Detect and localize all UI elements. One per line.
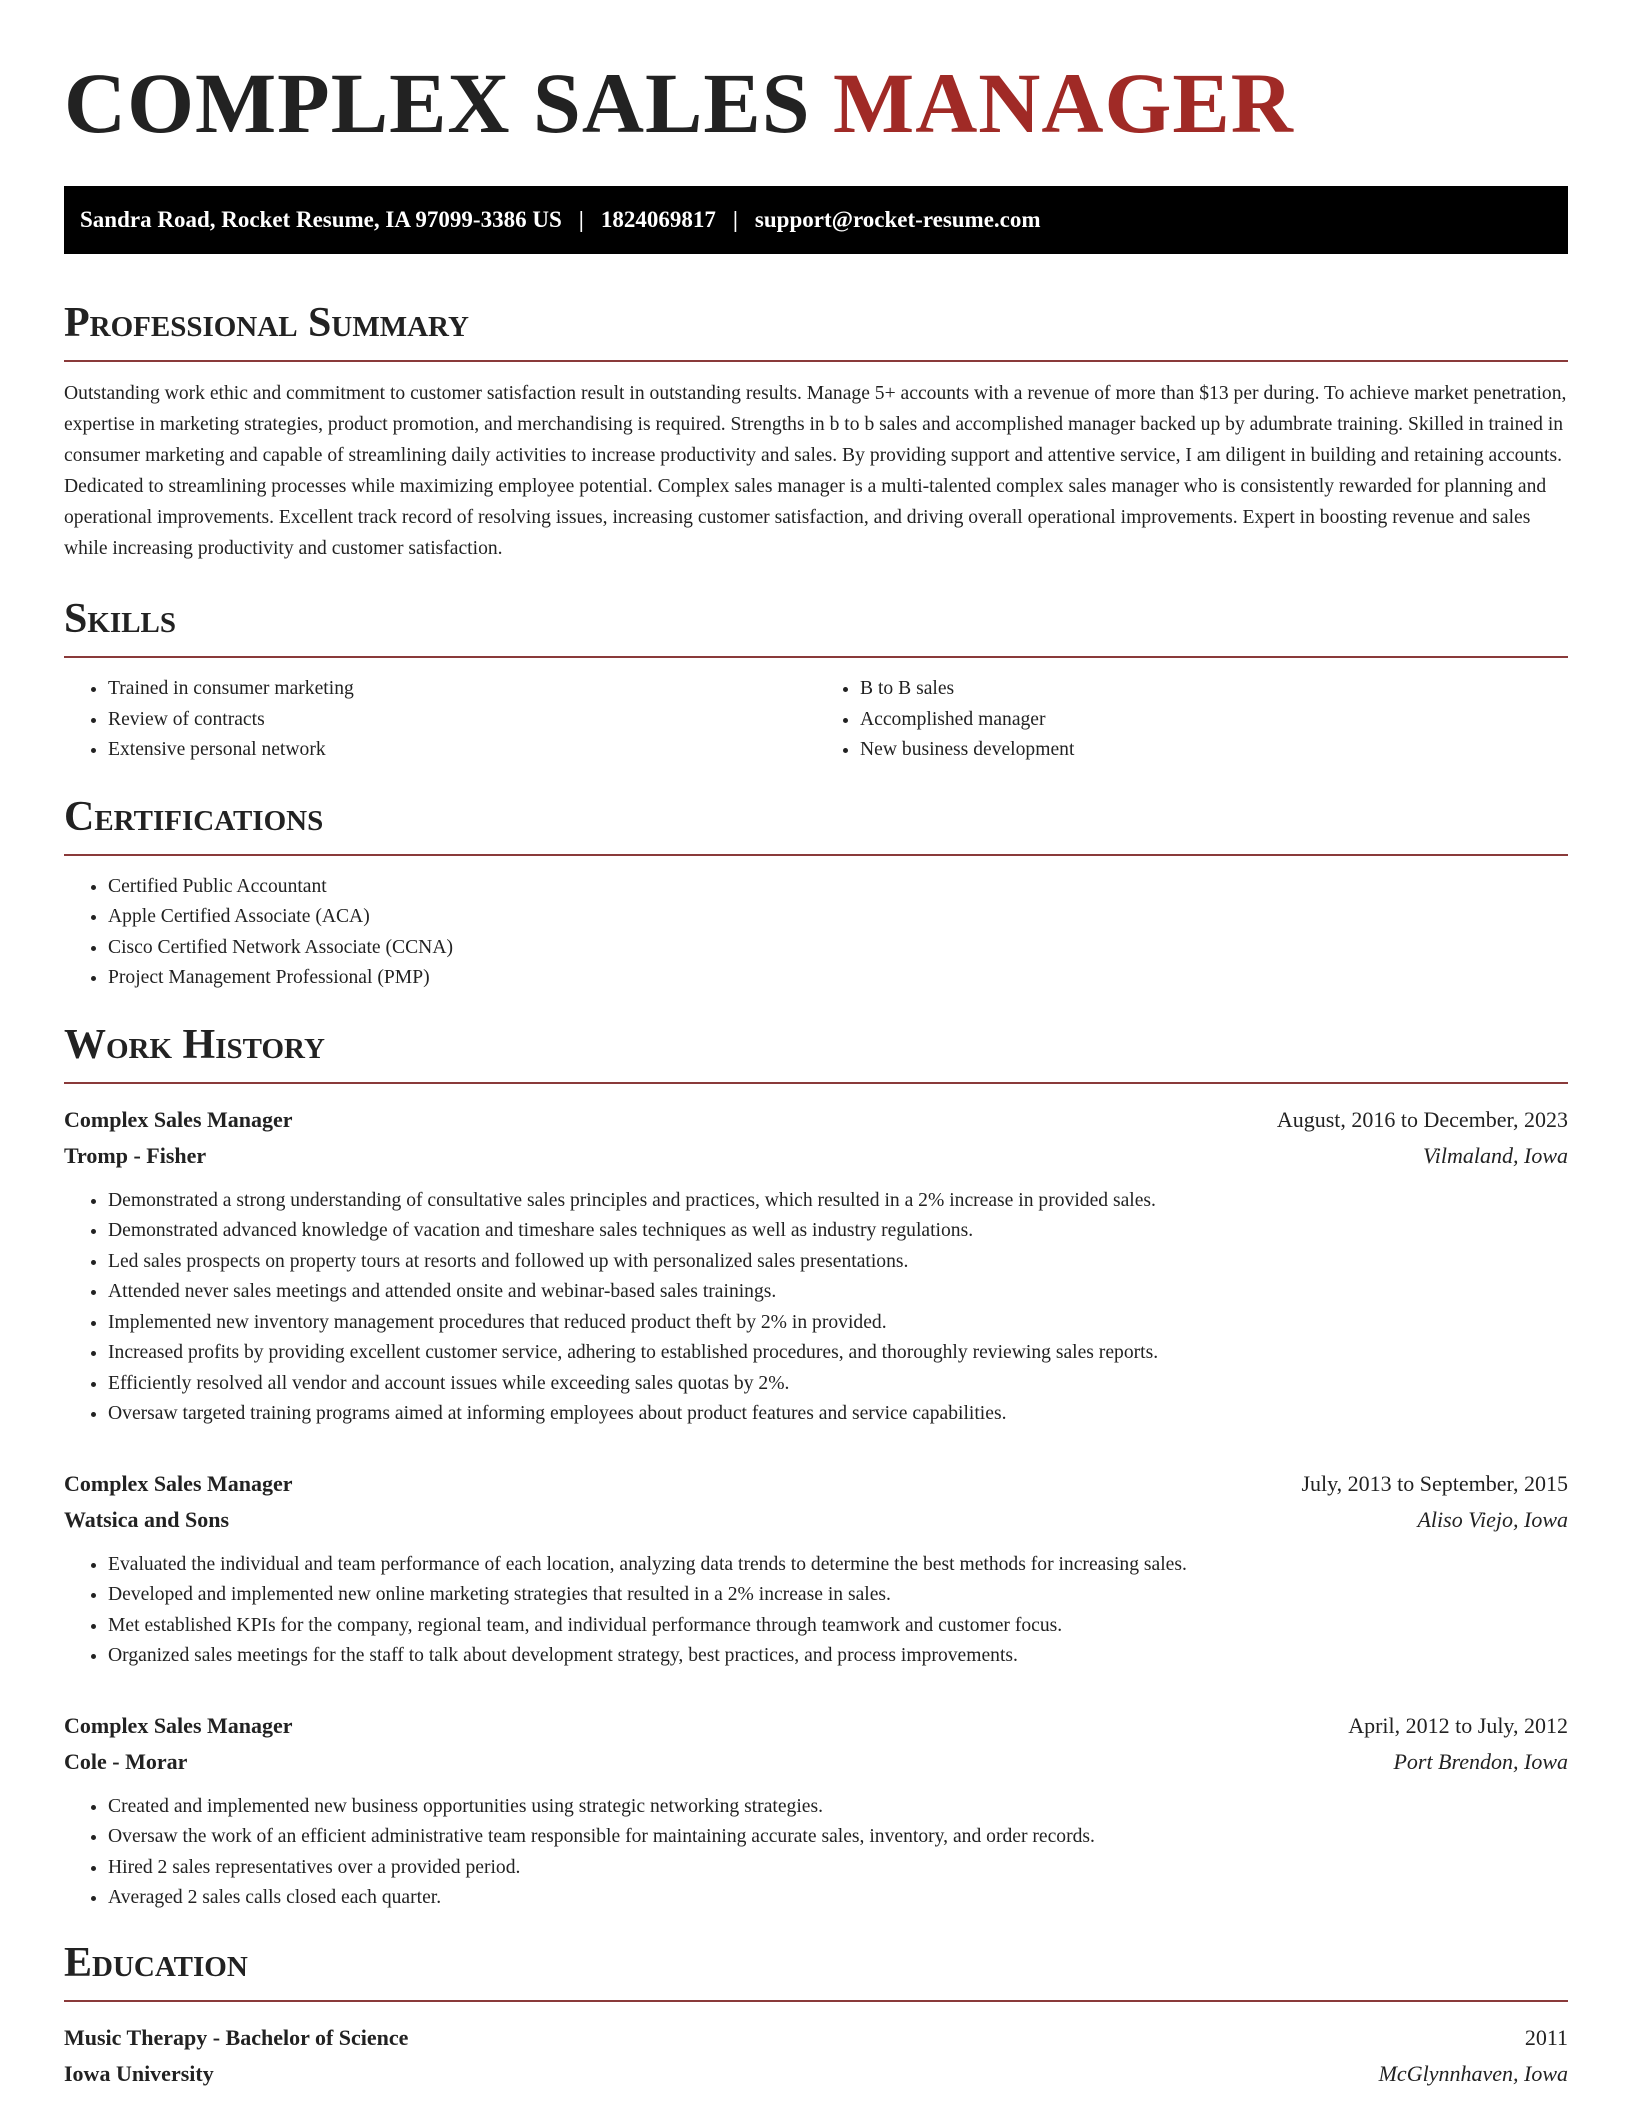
title-main: COMPLEX SALES (64, 55, 811, 151)
job-header-row (64, 1466, 1568, 1502)
job-bullet: • Led sales prospects on property tours at resorts and followed up with personalized sales presentations. (108, 1247, 1568, 1278)
job-location: Port Brendon, Iowa (1393, 1748, 1568, 1774)
certifications-section (64, 792, 1568, 994)
job-bullet: • Oversaw the work of an efficient administrative team responsible for maintaining accurate sales, inventory, and order records. (108, 1822, 1568, 1853)
job-bullet: • Averaged 2 sales calls closed each quarter. (108, 1883, 1568, 1914)
job-entry (64, 1708, 1568, 1914)
job-header-row (64, 1708, 1568, 1744)
skills-heading: Skills (64, 596, 177, 642)
skill-item: • B to B sales (860, 674, 1568, 705)
job-bullet: • Demonstrated a strong understanding of consultative sales principles and practices, which resulted in a 2% increase in provided sales. (108, 1186, 1568, 1217)
education-entry (64, 2020, 1568, 2092)
job-title: Complex Sales Manager (64, 1470, 293, 1496)
education-location: McGlynnhaven, Iowa (1378, 2060, 1568, 2086)
skill-item: • Extensive personal network (108, 735, 816, 766)
section-divider (64, 1082, 1568, 1084)
education-degree-row (64, 2020, 1568, 2056)
job-bullets (64, 1550, 1568, 1672)
education-section (64, 1938, 1568, 2092)
job-company-row (64, 1744, 1568, 1780)
job-company: Tromp - Fisher (64, 1142, 207, 1168)
job-bullet: • Implemented new inventory management procedures that reduced product theft by 2% in provided. (108, 1308, 1568, 1339)
certifications-list (64, 872, 1568, 994)
job-title: Complex Sales Manager (64, 1712, 293, 1738)
job-bullet: • Oversaw targeted training programs aimed at informing employees about product features and service capabilities. (108, 1399, 1568, 1430)
work-history-section (64, 1020, 1568, 1914)
summary-section (64, 298, 1568, 564)
certification-item: • Apple Certified Associate (ACA) (108, 902, 1568, 933)
certification-item: • Certified Public Accountant (108, 872, 1568, 903)
skills-section (64, 594, 1568, 766)
section-divider (64, 2000, 1568, 2002)
job-bullets (64, 1792, 1568, 1914)
contact-address: Sandra Road, Rocket Resume, IA 97099-3386 US (80, 207, 562, 232)
job-bullet: • Evaluated the individual and team performance of each location, analyzing data trends to determine the best methods for increasing sales. (108, 1550, 1568, 1581)
skill-item: • New business development (860, 735, 1568, 766)
section-divider (64, 854, 1568, 856)
job-company-row (64, 1502, 1568, 1538)
job-bullet: • Created and implemented new business opportunities using strategic networking strategies. (108, 1792, 1568, 1823)
job-bullet: • Attended never sales meetings and attended onsite and webinar-based sales trainings. (108, 1277, 1568, 1308)
job-bullet: • Efficiently resolved all vendor and account issues while exceeding sales quotas by 2%. (108, 1369, 1568, 1400)
job-bullet: • Increased profits by providing excellent customer service, adhering to established procedures, and thoroughly reviewing sales reports. (108, 1338, 1568, 1369)
title-accent: MANAGER (833, 55, 1294, 151)
skill-item: • Accomplished manager (860, 705, 1568, 736)
contact-bar (64, 186, 1568, 254)
education-year: 2011 (1524, 2024, 1568, 2050)
summary-heading: Professional Summary (64, 300, 469, 346)
contact-separator: | (578, 207, 584, 232)
certification-item: • Project Management Professional (PMP) (108, 963, 1568, 994)
page-title (64, 55, 1568, 151)
job-company-row (64, 1138, 1568, 1174)
job-dates: August, 2016 to December, 2023 (1276, 1106, 1568, 1132)
job-location: Vilmaland, Iowa (1422, 1142, 1568, 1168)
education-heading: Education (64, 1939, 248, 1986)
job-bullets (64, 1186, 1568, 1430)
skills-list-right (816, 674, 1568, 766)
job-title: Complex Sales Manager (64, 1106, 293, 1132)
contact-phone[interactable]: 1824069817 (600, 207, 716, 232)
job-location: Aliso Viejo, Iowa (1417, 1506, 1568, 1532)
education-school: Iowa University (64, 2060, 214, 2086)
skills-list-left (64, 674, 816, 766)
job-entry (64, 1102, 1568, 1430)
education-school-row (64, 2056, 1568, 2092)
contact-separator: | (732, 207, 738, 232)
job-bullet: • Hired 2 sales representatives over a provided period. (108, 1853, 1568, 1884)
skills-grid (64, 674, 1568, 766)
work-history-heading: Work History (64, 1021, 325, 1068)
job-dates: April, 2012 to July, 2012 (1348, 1712, 1568, 1738)
section-divider (64, 656, 1568, 658)
certifications-heading: Certifications (64, 793, 324, 840)
skill-item: • Trained in consumer marketing (108, 674, 816, 705)
job-company: Cole - Morar (64, 1748, 188, 1774)
job-dates: July, 2013 to September, 2015 (1301, 1470, 1568, 1496)
section-divider (64, 360, 1568, 362)
job-bullet: • Developed and implemented new online marketing strategies that resulted in a 2% increase in sales. (108, 1580, 1568, 1611)
job-bullet: • Met established KPIs for the company, regional team, and individual performance through teamwork and customer focus. (108, 1611, 1568, 1642)
summary-text: Outstanding work ethic and commitment to customer satisfaction result in outstanding results. Manage 5+ accounts with a revenue of more than $13 per during. To achieve market penetration, expertise in marketing strategies, product promotion, and merchandising is required. Strengths in b to b sales and accomplished manager backed up by adumbrate training. Skilled in trained in consumer marketing and capable of streamlining daily activities to increase productivity and sales. By providing support and attentive service, I am diligent in building and retaining accounts. Dedicated to streamlining processes while maximizing employee potential. Complex sales manager is a multi-talented complex sales manager who is consistently rewarded for planning and operational improvements. Excellent track record of resolving issues, increasing customer satisfaction, and driving overall operational improvements. Expert in boosting revenue and sales while increasing productivity and customer satisfaction. (64, 383, 1567, 559)
job-bullet: • Organized sales meetings for the staff to talk about development strategy, best practices, and process improvements. (108, 1641, 1568, 1672)
job-company: Watsica and Sons (64, 1506, 230, 1532)
job-header-row (64, 1102, 1568, 1138)
education-degree: Music Therapy - Bachelor of Science (64, 2024, 409, 2050)
skill-item: • Review of contracts (108, 705, 816, 736)
job-bullet: • Demonstrated advanced knowledge of vacation and timeshare sales techniques as well as industry regulations. (108, 1216, 1568, 1247)
job-entry (64, 1466, 1568, 1672)
contact-email[interactable]: support@rocket-resume.com (754, 207, 1041, 232)
certification-item: • Cisco Certified Network Associate (CCNA) (108, 933, 1568, 964)
